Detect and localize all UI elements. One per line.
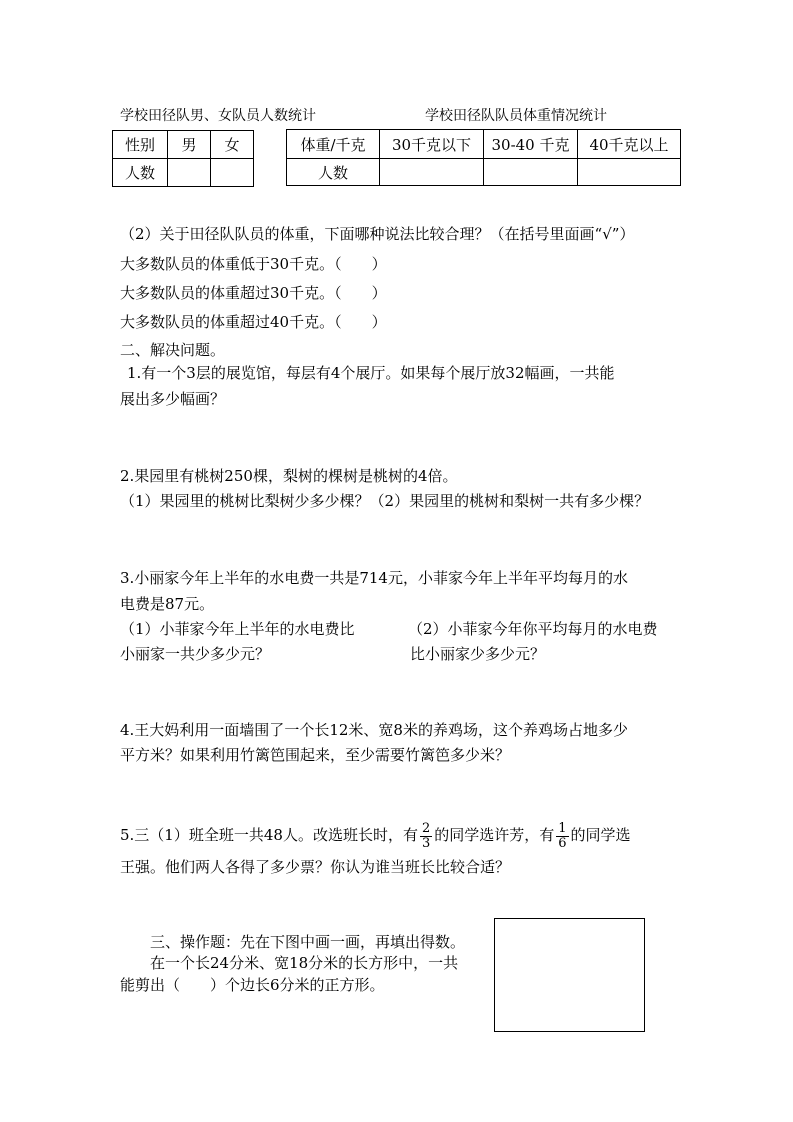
gender-count-table (112, 130, 254, 187)
fraction-two-thirds-denominator: 3 (421, 835, 431, 851)
gender-count-label: 人数 (113, 159, 168, 187)
problem1-line1: 1.有一个3层的展览馆，每层有4个展厅。如果每个展厅放32幅画，一共能 (127, 364, 615, 382)
gender-count-male-cell[interactable] (168, 159, 211, 187)
problem3-line1: 3.小丽家今年上半年的水电费一共是714元，小菲家今年上半年平均每月的水 (120, 569, 628, 587)
problem5-text-part3: 的同学选 (570, 826, 631, 844)
problem5-text-part1: 5.三（1）班全班一共48人。改选班长时，有 (120, 826, 418, 844)
problem3-sub2-line1: （2）小菲家今年你平均每月的水电费 (408, 620, 658, 638)
fraction-one-sixth (556, 822, 568, 851)
section3-title: 三、操作题：先在下图中画一画，再填出得数。 (150, 933, 466, 951)
section2-title: 二、解决问题。 (120, 341, 226, 359)
gender-table-caption: 学校田径队男、女队员人数统计 (120, 108, 316, 124)
fraction-one-sixth-denominator: 6 (558, 835, 567, 851)
weight-header-label: 体重/千克 (287, 130, 380, 159)
problem3-sub1-line1: （1）小菲家今年上半年的水电费比 (120, 620, 355, 638)
gender-header-female: 女 (211, 131, 254, 159)
fraction-two-thirds-numerator: 2 (421, 820, 431, 836)
weight-header-over40: 40千克以上 (578, 130, 681, 159)
weight-count-over40-cell[interactable] (578, 159, 681, 186)
problem4-line1: 4.王大妈利用一面墙围了一个长12米、宽8米的养鸡场，这个养鸡场占地多少 (120, 721, 628, 739)
problem5-text-part2: 的同学选许芳，有 (434, 826, 555, 844)
q2-prompt: （2）关于田径队队员的体重，下面哪种说法比较合理？（在括号里面画“√”） (120, 225, 635, 243)
weight-count-label: 人数 (287, 159, 380, 186)
section3-line2: 在一个长24分米、宽18分米的长方形中，一共 (150, 954, 459, 972)
weight-count-under30-cell[interactable] (380, 159, 484, 186)
problem3-sub2-line2: 比小丽家少多少元？ (410, 645, 546, 663)
fraction-one-sixth-numerator: 1 (558, 820, 567, 836)
problem2-line2: （1）果园里的桃树比梨树少多少棵？（2）果园里的桃树和梨树一共有多少棵？ (120, 492, 650, 510)
weight-table-caption: 学校田径队队员体重情况统计 (425, 108, 607, 124)
problem5-line1 (120, 819, 631, 851)
problem1-line2: 展出多少幅画？ (120, 390, 226, 408)
gender-header-male: 男 (168, 131, 211, 159)
gender-header-label: 性别 (113, 131, 168, 159)
problem3-sub1-line2: 小丽家一共少多少元？ (120, 645, 271, 663)
q2-option-3[interactable]: 大多数队员的体重超过40千克。（ ） (120, 313, 387, 331)
problem3-line2: 电费是87元。 (120, 595, 215, 613)
weight-count-table (286, 129, 681, 186)
weight-count-30to40-cell[interactable] (484, 159, 578, 186)
fraction-two-thirds (420, 822, 432, 851)
problem4-line2: 平方米？如果利用竹篱笆围起来，至少需要竹篱笆多少米？ (120, 746, 511, 764)
weight-header-30to40: 30-40 千克 (484, 130, 578, 159)
section3-line3: 能剪出（ ）个边长6分米的正方形。 (120, 976, 385, 994)
problem2-line1: 2.果园里有桃树250棵，梨树的棵树是桃树的4倍。 (120, 467, 458, 485)
problem5-line2: 王强。他们两人各得了多少票？你认为谁当班长比较合适？ (120, 858, 511, 876)
weight-header-under30: 30千克以下 (380, 130, 484, 159)
gender-count-female-cell[interactable] (211, 159, 254, 187)
q2-option-2[interactable]: 大多数队员的体重超过30千克。（ ） (120, 284, 387, 302)
q2-option-1[interactable]: 大多数队员的体重低于30千克。（ ） (120, 255, 387, 273)
drawing-area-box[interactable] (494, 918, 645, 1032)
